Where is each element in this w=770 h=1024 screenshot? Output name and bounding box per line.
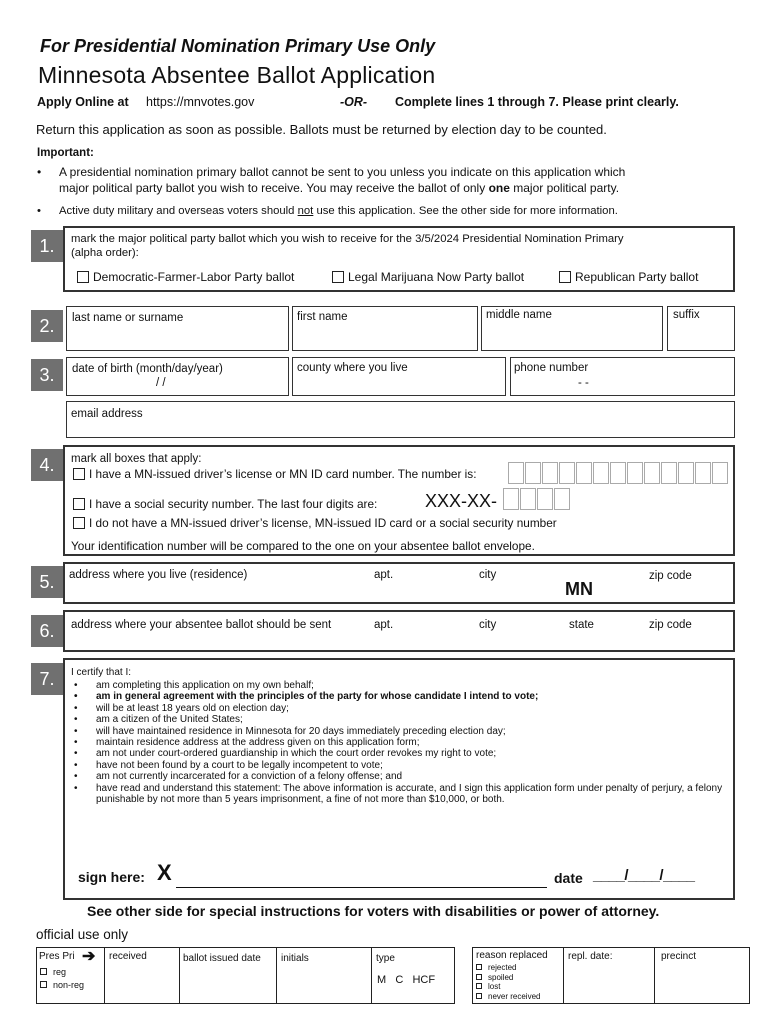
certification-list [70,680,730,805]
first-name-field[interactable] [292,306,478,351]
precinct-cell [654,947,750,1004]
first-name-label: first name [297,311,348,323]
mailing-apt-label: apt. [374,619,394,631]
important-label: Important: [37,147,94,159]
last-name-label: last name or surname [72,312,184,324]
repl-date-cell [563,947,655,1004]
reason-options[interactable]: rejected spoiled lost never received [476,963,540,1001]
cert-item: • have read and understand this statement: The above information is accurate, and I sign this application form under penalty of perjury, a felony punishable by not more than 5 years imprisonment, a fine of not more than $10,000, or both. [70,783,730,806]
ballot-issued-date-label: ballot issued date [183,953,261,964]
ssn-prefix: XXX-XX- [425,491,498,511]
dob-label: date of birth (month/day/year) [72,363,223,375]
complete-lines-instruction: Complete lines 1 through 7. Please print clearly. [395,95,679,109]
type-cell [371,947,455,1004]
residence-apt-label: apt. [374,569,394,581]
section-6-number: 6. [31,615,63,647]
bullet-party-ballot: • A presidential nomination primary ballot cannot be sent to you unless you indicate on this application which major political party ballot you wish to receive. You may receive the ballot of only one major political party. [37,164,737,198]
section-7-number: 7. [31,663,63,695]
dob-field[interactable] [66,357,289,396]
apply-online-link[interactable]: https://mnvotes.gov [146,95,255,109]
type-label: type [376,953,395,964]
mailing-state-label: state [569,619,594,631]
lmn-checkbox[interactable] [332,271,344,283]
license-option[interactable]: I have a MN-issued driver’s license or MN ID card number. The number is: [73,467,476,481]
cert-item: • will be at least 18 years old on election day; [70,703,730,714]
ssn-checkbox[interactable] [73,498,85,510]
type-values: M C HCF [377,974,436,986]
cert-item: • am not currently incarcerated for a conviction of a felony offense; and [70,771,730,782]
bullet-party-line2: major political party ballot you wish to receive. You may receive the ballot of only one major political party. [59,181,620,195]
apply-row [37,95,737,111]
ssn-option[interactable]: I have a social security number. The last four digits are: [73,497,377,511]
alpha-order-label: (alpha order): [71,247,139,259]
mailing-address-field[interactable] [63,610,735,652]
return-instruction: Return this application as soon as possible. Ballots must be returned by election day to be counted. [36,122,607,137]
sign-here-label: sign here: [78,869,145,885]
license-number-cells[interactable] [508,462,729,484]
apply-online-label: Apply Online at [37,95,129,109]
middle-name-field[interactable] [481,306,663,351]
see-other-side-note: See other side for special instructions for voters with disabilities or power of attorney. [87,903,660,919]
section-5-number: 5. [31,566,63,598]
residence-address-label: address where you live (residence) [69,569,248,581]
residence-zip-label: zip code [649,570,692,582]
suffix-field[interactable] [667,306,735,351]
section-4-box [63,445,735,556]
phone-field[interactable] [510,357,735,396]
certify-label: I certify that I: [71,667,132,678]
repl-date-label: repl. date: [568,951,613,962]
received-label: received [109,951,147,962]
bullet-military: • Active duty military and overseas voters should not use this application. See the other side for more information. [37,205,618,217]
cert-item: • will have maintained residence in Minnesota for 20 days immediately preceding election day; [70,726,730,737]
cert-item: • maintain residence address at the address given on this application form; [70,737,730,748]
cert-item: • am completing this application on my own behalf; [70,680,730,691]
section-4-number: 4. [31,449,63,481]
id-compare-note: Your identification number will be compared to the one on your absentee ballot envelope. [71,539,535,553]
last-name-field[interactable] [66,306,289,351]
no-id-checkbox[interactable] [73,517,85,529]
reason-replaced-label: reason replaced [476,950,548,961]
form-title: Minnesota Absentee Ballot Application [38,62,436,88]
phone-label: phone number [514,362,589,374]
cert-item: • am in general agreement with the principles of the party for whose candidate I intend to vote; [70,691,730,702]
ballot-issued-date-cell [179,947,277,1004]
section-1-box [63,226,735,292]
pres-pri-cell [36,947,105,1004]
or-label: -OR- [340,95,368,109]
party-ballot-label: mark the major political party ballot which you wish to receive for the 3/5/2024 Presidential Nomination Primary [71,233,624,245]
signature-line[interactable] [176,887,547,888]
precinct-label: precinct [661,951,697,962]
email-label: email address [71,408,143,420]
mailing-address-label: address where your absentee ballot should be sent [71,619,332,631]
residence-address-field[interactable] [63,562,735,604]
pres-pri-label: Pres Pri [39,951,75,962]
license-checkbox[interactable] [73,468,85,480]
dob-slashes: / / [156,377,166,389]
bullet-party-line1: A presidential nomination primary ballot cannot be sent to you unless you indicate on this application which [59,165,626,179]
initials-cell [276,947,372,1004]
received-cell [104,947,180,1004]
section-2-number: 2. [31,310,63,342]
section-1-number: 1. [31,230,63,262]
reg-option[interactable]: reg [40,967,66,977]
sign-x-mark: X [157,860,172,885]
dfl-checkbox[interactable] [77,271,89,283]
non-reg-option[interactable]: non-reg [40,980,84,990]
section-3-number: 3. [31,359,63,391]
date-label: date [554,870,583,886]
mailing-zip-label: zip code [649,619,692,631]
cert-item: • have not been found by a court to be legally incompetent to vote; [70,760,730,771]
arrow-right-icon: ➔ [82,948,96,965]
lmn-option[interactable]: Legal Marijuana Now Party ballot [332,270,524,284]
cert-item: • am not under court-ordered guardianship in which the court order revokes my right to vote; [70,748,730,759]
phone-dashes: - - [578,377,589,389]
official-use-label: official use only [36,927,129,942]
ssn-last4-cells[interactable] [503,488,571,510]
republican-option[interactable]: Republican Party ballot [559,270,698,284]
initials-label: initials [281,953,309,964]
mailing-city-label: city [479,619,497,631]
county-field[interactable] [292,357,506,396]
county-label: county where you live [297,362,408,374]
no-id-option[interactable]: I do not have a MN-issued driver’s license, MN-issued ID card or a social security number [73,516,557,530]
dfl-option[interactable]: Democratic-Farmer-Labor Party ballot [77,270,294,284]
date-field[interactable]: ____/____/____ [593,867,695,884]
cert-item: • am a citizen of the United States; [70,714,730,725]
mark-all-label: mark all boxes that apply: [71,453,202,465]
republican-checkbox[interactable] [559,271,571,283]
suffix-label: suffix [673,309,700,321]
form-use-heading: For Presidential Nomination Primary Use Only [40,36,436,56]
residence-city-label: city [479,569,497,581]
residence-state-value: MN [565,579,593,599]
reason-replaced-cell [472,947,564,1004]
middle-name-label: middle name [486,309,552,321]
email-field[interactable] [66,401,735,438]
